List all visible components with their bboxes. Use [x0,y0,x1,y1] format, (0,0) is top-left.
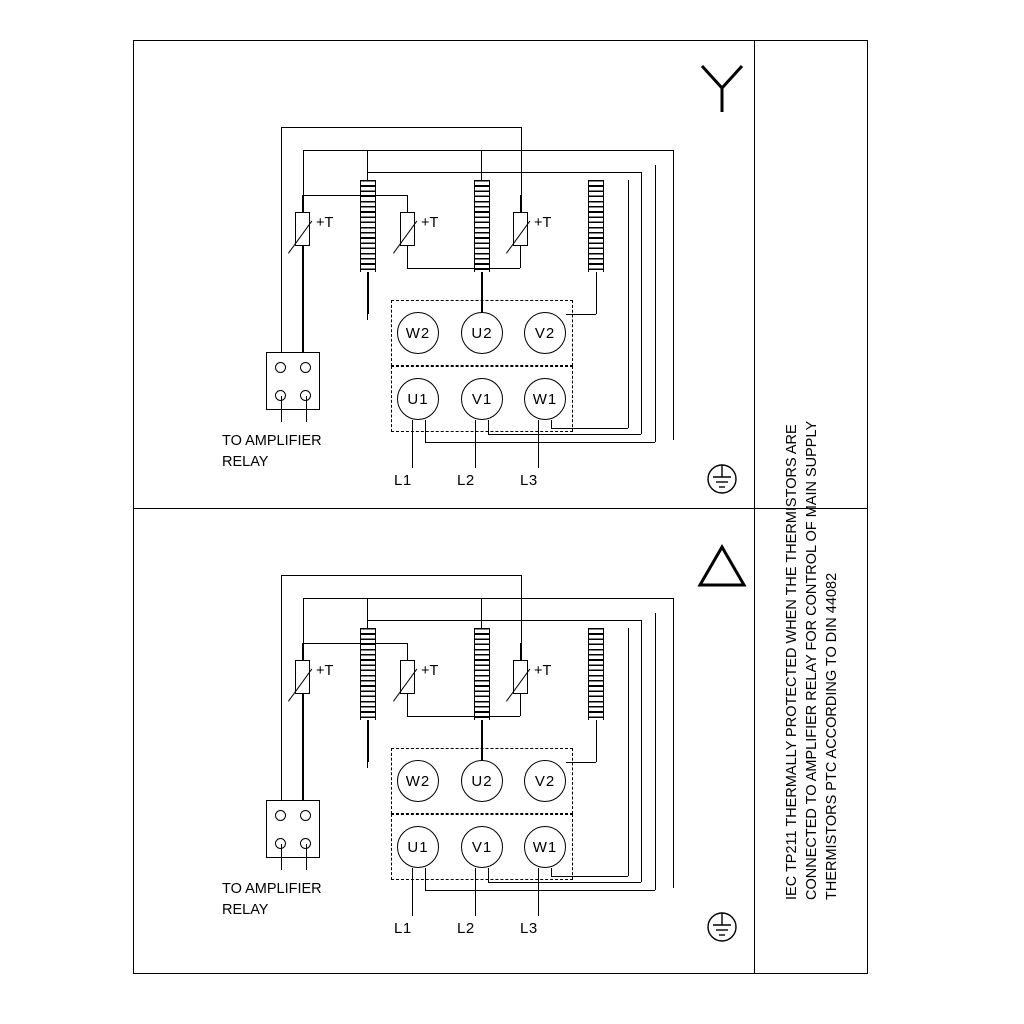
wire-ret-3 [551,868,552,876]
terminal-w1[interactable]: W1 [524,826,566,868]
delta-triangle-icon [694,541,750,589]
wire-amp-right-vertical [303,150,304,357]
wire-drop-right-2 [673,150,674,440]
wire-top-long-2 [303,150,673,151]
amplifier-label-line1: TO AMPLIFIER [222,881,322,897]
wire-ptc1-top [302,195,303,212]
winding-coil-2 [474,180,490,272]
terminal-u2[interactable]: U2 [461,312,503,354]
wire-conn-out-2 [306,396,307,422]
wire-conn-out-1 [281,396,282,422]
wire-ret-2-v [641,172,642,434]
connector-dot-2 [300,810,311,821]
wire-ret-2-v [641,620,642,882]
wire-ret-1-v [655,613,656,890]
wire-ptc1-ptc2 [302,195,407,196]
earth-ground-icon [700,908,744,946]
label-l2: L2 [457,920,475,937]
terminal-v2[interactable]: V2 [524,760,566,802]
wire-amp-left-vertical [281,127,282,357]
wire-ret-1-h [425,442,655,443]
wire-ptc2-ptc3-bottom [407,716,520,717]
wire-l3 [538,868,539,916]
label-l2: L2 [457,472,475,489]
wire-ret-3-h [551,428,628,429]
amplifier-label-line2: RELAY [222,454,269,470]
panel-star [0,0,1024,508]
wire-coil1-lead [368,720,369,762]
note-line-3: THERMISTORS PTC ACCORDING TO DIN 44082 [824,572,840,900]
thermistor-label-3: +T [534,215,552,231]
note-line-2: CONNECTED TO AMPLIFIER RELAY FOR CONTROL OF MAIN SUPPLY [804,420,820,900]
wire-ret-2-top [367,620,641,621]
amplifier-label-line1: TO AMPLIFIER [222,433,322,449]
label-l3: L3 [520,920,538,937]
wire-conn-out-2 [306,844,307,870]
label-l3: L3 [520,472,538,489]
wire-amp-left-vertical [281,575,282,805]
thermistor-label-1: +T [316,215,334,231]
thermistor-label-2: +T [421,215,439,231]
connector-dot-2 [300,362,311,373]
wire-ret-2-h [488,434,641,435]
wire-ptc1-bottom [302,694,303,805]
label-l1: L1 [394,920,412,937]
label-l1: L1 [394,472,412,489]
wire-ret-3-h [551,876,628,877]
wire-ret-2-top [367,172,641,173]
winding-coil-2 [474,628,490,720]
terminal-v1[interactable]: V1 [461,378,503,420]
thermistor-label-1: +T [316,663,334,679]
terminal-w1[interactable]: W1 [524,378,566,420]
terminal-w2[interactable]: W2 [397,760,439,802]
wire-top-long-1 [281,127,521,128]
note-line-1: IEC TP211 THERMALLY PROTECTED WHEN THE THERMISTORS ARE [784,424,800,900]
wire-ptc2-top [407,643,408,660]
connector-dot-1 [275,362,286,373]
connector-dot-1 [275,810,286,821]
wire-drop-right-1 [521,575,522,662]
wire-ptc3-top [520,195,521,212]
panel-delta [0,448,1024,974]
wire-ret-1-h [425,890,655,891]
terminal-w2[interactable]: W2 [397,312,439,354]
wire-ret-1 [425,868,426,890]
thermistor-label-3: +T [534,663,552,679]
wire-amp-right-vertical [303,598,304,805]
wire-top-long-2 [303,598,673,599]
terminal-v2[interactable]: V2 [524,312,566,354]
terminal-u2[interactable]: U2 [461,760,503,802]
wire-ptc2-ptc3-bottom [407,268,520,269]
wire-ptc1-ptc2 [302,643,407,644]
terminal-v1[interactable]: V1 [461,826,503,868]
wire-ret-1-v [655,165,656,442]
amplifier-connector-block[interactable] [266,800,320,858]
wire-l2 [475,868,476,916]
winding-coil-1 [360,628,376,720]
wire-ptc2-bottom [407,246,408,268]
wire-ret-3-v [628,628,629,876]
wire-ptc1-bottom [302,246,303,357]
wire-ptc1-top [302,643,303,660]
wire-drop-right-2 [673,598,674,888]
wire-coil3-lead [596,272,597,314]
wire-coil1-lead [368,272,369,314]
wire-ret-3-v [628,180,629,428]
wire-ret-2 [488,868,489,882]
wire-ptc2-bottom [407,694,408,716]
wire-ptc3-bottom [520,246,521,268]
amplifier-label-line2: RELAY [222,902,269,918]
wire-coil3-lead [596,720,597,762]
thermistor-label-2: +T [421,663,439,679]
winding-coil-3 [588,180,604,272]
wire-ret-2 [488,420,489,434]
winding-coil-1 [360,180,376,272]
wire-ptc3-bottom [520,694,521,716]
wye-star-icon [694,62,750,114]
terminal-u1[interactable]: U1 [397,378,439,420]
wire-ret-3 [551,420,552,428]
wire-ret-2-h [488,882,641,883]
wire-drop-right-1 [521,127,522,214]
wire-ptc3-top [520,643,521,660]
wire-l1 [412,868,413,916]
winding-coil-3 [588,628,604,720]
amplifier-connector-block[interactable] [266,352,320,410]
wire-top-long-1 [281,575,521,576]
wire-ret-1 [425,420,426,442]
terminal-u1[interactable]: U1 [397,826,439,868]
wire-conn-out-1 [281,844,282,870]
wire-ptc2-top [407,195,408,212]
